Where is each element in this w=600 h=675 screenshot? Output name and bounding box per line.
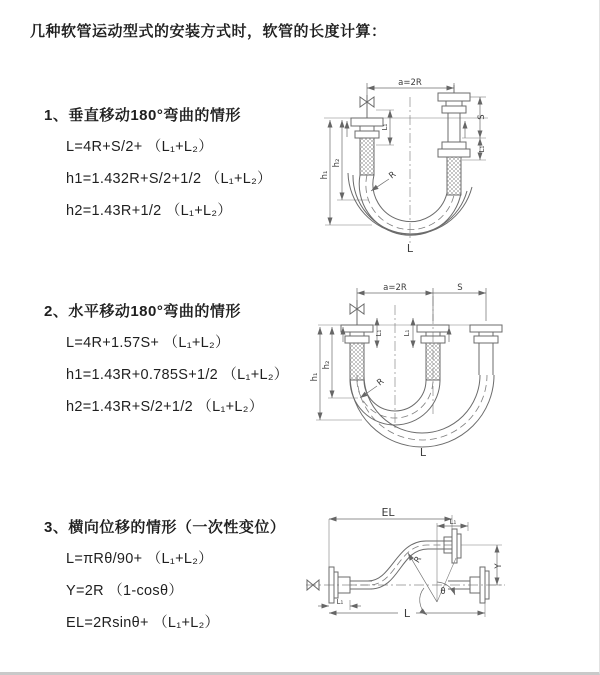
dimension-l xyxy=(329,603,485,620)
dim-label-h1: h₁ xyxy=(310,372,320,382)
dimension-a2r xyxy=(367,78,454,95)
section-horizontal-180-bend xyxy=(44,300,289,427)
valve-icon xyxy=(350,300,364,325)
dimension-l1-left xyxy=(375,318,413,348)
dim-label-l1: L₁ xyxy=(449,518,457,526)
center-axis xyxy=(318,296,502,430)
dim-label-h2: h₂ xyxy=(332,158,342,168)
dim-label-l1: L₁ xyxy=(381,123,389,131)
formula-line: h1=1.432R+S/2+1/2 （L₁+L₂） xyxy=(66,171,272,187)
diagram-lateral-displacement xyxy=(300,505,600,645)
section-heading: 1、垂直移动180°弯曲的情形 xyxy=(44,107,241,124)
valve-icon xyxy=(360,95,374,118)
right-flange xyxy=(470,325,502,375)
dimension-l1-left xyxy=(318,598,361,610)
formula-line: h2=1.43R+1/2 （L₁+L₂） xyxy=(66,203,233,219)
section-heading: 2、水平移动180°弯曲的情形 xyxy=(44,303,241,320)
formula-line: h2=1.43R+S/2+1/2 （L₁+L₂） xyxy=(66,399,264,415)
formula-line: L=4R+S/2+ （L₁+L₂） xyxy=(66,139,214,155)
formula-line: EL=2Rsinθ+ （L₁+L₂） xyxy=(66,615,220,631)
formula-line: L=4R+1.57S+ （L₁+L₂） xyxy=(66,335,230,351)
dim-label-l: L xyxy=(419,446,427,459)
formula-line: L=πRθ/90+ （L₁+L₂） xyxy=(66,551,213,567)
dim-label-l: L xyxy=(403,607,411,620)
center-axis xyxy=(306,580,505,590)
dim-label-el: EL xyxy=(381,506,395,519)
right-pipe-flanges xyxy=(438,85,470,195)
diagram-vertical-180-bend xyxy=(310,75,600,255)
dim-label-a2r: a=2R xyxy=(383,283,407,293)
left-flange xyxy=(347,118,383,175)
dim-label-h1: h₁ xyxy=(320,170,330,180)
upper-right-flange xyxy=(444,529,461,563)
dimension-l1-left xyxy=(376,110,394,145)
dim-label-a2r: a=2R xyxy=(398,78,422,88)
formula-line: h1=1.43R+0.785S+1/2 （L₁+L₂） xyxy=(66,367,289,383)
dim-label-r: R xyxy=(375,376,387,389)
formula-line: Y=2R （1-cosθ） xyxy=(66,583,184,599)
dim-label-l: L xyxy=(406,242,414,255)
dim-label-y: Y xyxy=(494,563,504,569)
section-lateral-displacement xyxy=(44,516,285,643)
dim-label-h2: h₂ xyxy=(322,360,332,370)
dimension-el xyxy=(329,506,452,601)
dimension-a2r-s xyxy=(357,283,486,321)
dim-label-r: R xyxy=(387,169,399,182)
dim-label-l1: L₁ xyxy=(478,145,486,153)
diagram-horizontal-180-bend xyxy=(310,280,600,460)
dim-label-l1: L₁ xyxy=(375,329,383,337)
dim-label-s: S xyxy=(457,283,463,293)
section-heading: 3、横向位移的情形（一次性变位） xyxy=(44,519,286,536)
dim-label-l1: L₁ xyxy=(403,329,411,337)
hose-u-bend-displaced xyxy=(350,375,494,447)
page-title: 几种软管运动型式的安装方式时，软管的长度计算： xyxy=(30,23,387,40)
section-vertical-180-bend xyxy=(44,104,272,231)
dim-label-r: R xyxy=(412,554,425,566)
left-flange xyxy=(341,325,373,380)
dim-label-s: S xyxy=(477,114,487,120)
angle-label-theta: θ xyxy=(440,587,446,597)
radius-leader xyxy=(371,170,398,191)
dim-label-l1: L₁ xyxy=(336,598,344,606)
dimension-y xyxy=(461,545,504,585)
